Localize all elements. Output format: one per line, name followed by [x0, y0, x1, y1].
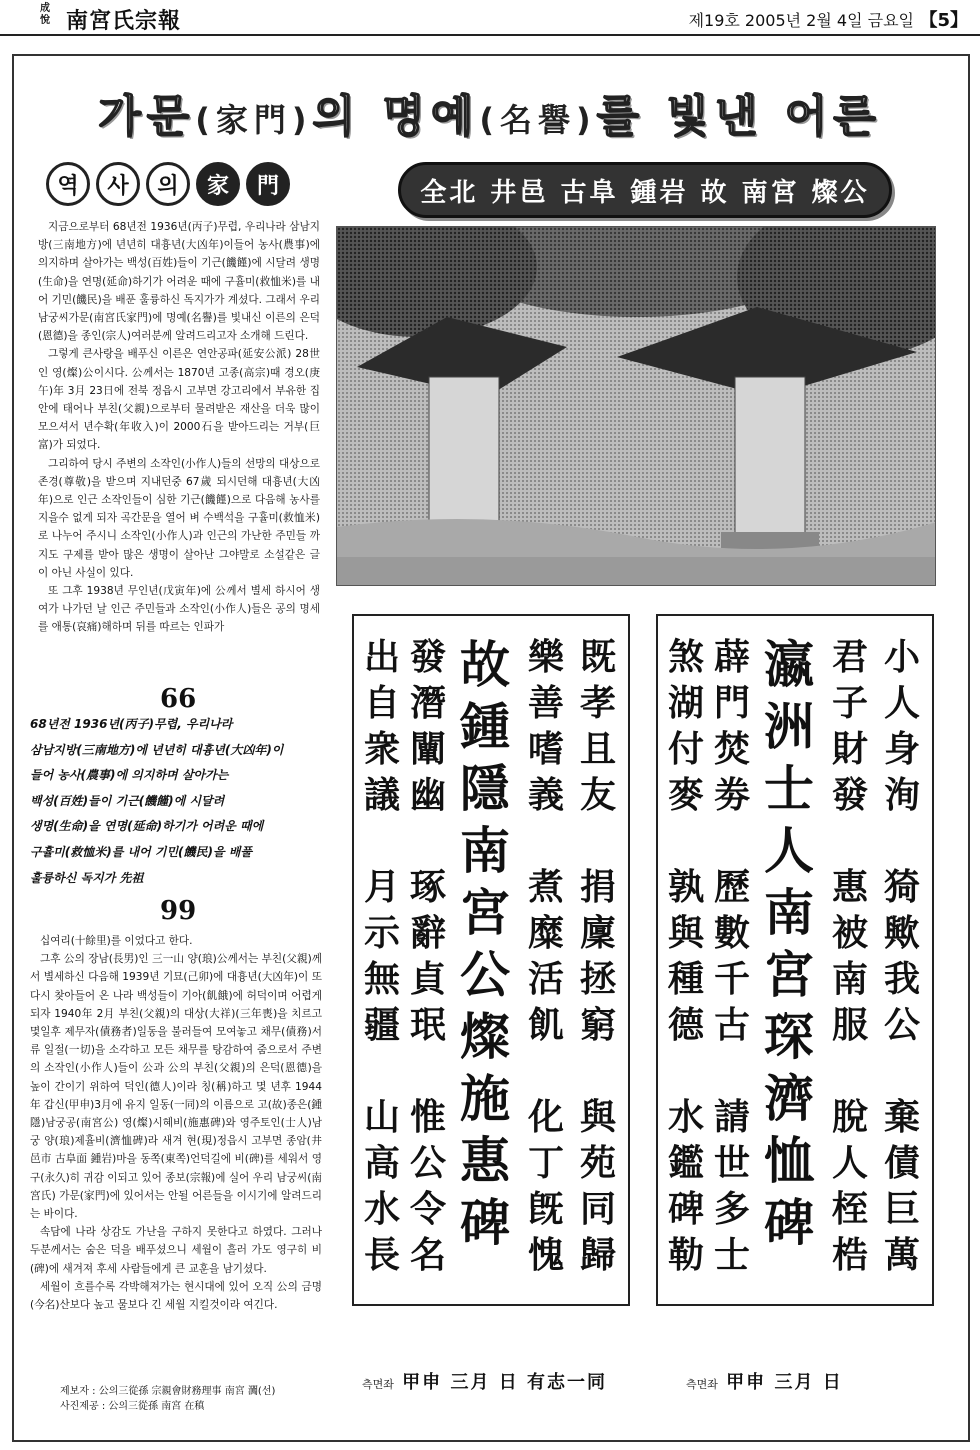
- pull-quote-line: 구휼미(救恤米)를 내어 기민(饑民)을 배풀: [30, 844, 252, 859]
- caption-text: 甲申 三月 日: [726, 1372, 843, 1393]
- quote-close-mark: 99: [160, 896, 197, 926]
- stele-character: 苑: [579, 1142, 616, 1184]
- stele-character: 捐: [579, 866, 616, 908]
- stele-character: 湖: [667, 682, 704, 724]
- stele-character: 與: [579, 1096, 616, 1138]
- stele-character: 宮: [764, 945, 814, 1004]
- stele-character: 公: [883, 1004, 920, 1046]
- headline-part: 의 명예: [312, 91, 480, 142]
- stele-character: 闡: [409, 728, 446, 770]
- headline-part: 를 빛낸 어른: [596, 91, 882, 142]
- stele-character: 南: [831, 958, 868, 1000]
- photo-credit: 사진제공 : 公의三從孫 南宮 在稹: [60, 1401, 205, 1412]
- stele-column: [520, 634, 572, 1278]
- stele-character: 洲: [764, 697, 814, 756]
- stele-character: 旣: [527, 1188, 564, 1230]
- stele-character: 令: [409, 1188, 446, 1230]
- stele-character: 人: [883, 682, 920, 724]
- banner-text: 全北 井邑 古阜 鍾岩 故 南宮 燦公: [420, 177, 870, 208]
- stele-column: [824, 634, 876, 1278]
- stele-character: 貞: [409, 958, 446, 1000]
- pull-quote-line: 훌륭하신 독지가 先祖: [30, 870, 144, 885]
- stele-character: 水: [363, 1188, 400, 1230]
- stele-character: 幽: [409, 774, 446, 816]
- stele-character: 鑑: [667, 1142, 704, 1184]
- stele-column: [660, 634, 712, 1278]
- stele-character: 南: [764, 883, 814, 942]
- stele-character: 愧: [527, 1234, 564, 1276]
- stele-character: 數: [713, 912, 750, 954]
- stele-column: [450, 634, 520, 1254]
- badge: 家: [196, 162, 240, 206]
- stele-character: 瀛: [764, 635, 814, 694]
- stele-character: 人: [831, 1142, 868, 1184]
- stele-right-caption: [686, 1368, 843, 1394]
- pull-quote-line: 백성(百姓)들이 기근(饑饉)에 시달려: [30, 793, 225, 808]
- stele-character: 付: [667, 728, 704, 770]
- stele-character: 同: [579, 1188, 616, 1230]
- stele-character: 萬: [883, 1234, 920, 1276]
- stele-character: 桎: [831, 1188, 868, 1230]
- caption-label: 측면좌: [686, 1378, 718, 1391]
- body-paragraph: 또 그후 1938년 무인년(戊寅年)에 公께서 별세 하시어 생여가 나가던 날 인근 주민들과 소작인(小作人)들은 공의 명세를 애통(哀痛)해하며 뒤를 따르는 인파가: [38, 585, 320, 634]
- stele-column: [876, 634, 928, 1278]
- stele-character: 勒: [667, 1234, 704, 1276]
- stele-character: 珉: [409, 1004, 446, 1046]
- stele-character: 恤: [764, 1131, 814, 1190]
- pull-quote-line: 생명(生命)을 연명(延命)하기가 어려운 때에: [30, 819, 264, 834]
- stele-character: 服: [831, 1004, 868, 1046]
- stele-character: 發: [409, 636, 446, 678]
- stele-character: 小: [883, 636, 920, 678]
- stele-character: 世: [713, 1142, 750, 1184]
- stele-character: 棄: [883, 1096, 920, 1138]
- pull-quote: [30, 712, 322, 891]
- quote-open-mark: 66: [160, 684, 197, 714]
- stele-character: 碑: [667, 1188, 704, 1230]
- badge: 역: [46, 162, 90, 206]
- stele-character: 歸: [579, 1234, 616, 1276]
- stele-character: 君: [831, 636, 868, 678]
- stele-character: 猗: [883, 866, 920, 908]
- masthead: [0, 0, 980, 36]
- stele-character: 債: [883, 1142, 920, 1184]
- stele-character: 請: [713, 1096, 750, 1138]
- stele-character: 焚: [713, 728, 750, 770]
- stele-character: 巨: [883, 1188, 920, 1230]
- stele-character: 無: [363, 958, 400, 1000]
- stele-character: 嗜: [527, 728, 564, 770]
- stele-character: 種: [667, 958, 704, 1000]
- stele-character: 隱: [460, 759, 510, 818]
- stele-character: 惠: [460, 1131, 510, 1190]
- stele-character: 燦: [460, 1007, 510, 1066]
- stele-character: 鍾: [460, 697, 510, 756]
- pull-quote-line: 68년전 1936년(丙子)무렵, 우리나라: [30, 717, 233, 731]
- stele-column: [706, 634, 758, 1278]
- body-paragraph: 속담에 나라 상감도 가난을 구하지 못한다고 하였다. 그러나 두분께서는 숨은 덕을 배푸셨으니 세월이 흘러 가도 영구히 비(碑)에 새겨져 후세 사람들에게 큰 교훈을 남기셨다.: [30, 1226, 322, 1275]
- stele-character: 議: [363, 774, 400, 816]
- stele-character: 孝: [579, 682, 616, 724]
- stele-character: 樂: [527, 636, 564, 678]
- stele-character: 辭: [409, 912, 446, 954]
- pull-quote-line: 삼남지방(三南地方)에 년년히 대흉년(大凶年)이: [30, 742, 284, 757]
- stele-character: 水: [667, 1096, 704, 1138]
- stele-character: 琢: [409, 866, 446, 908]
- stele-character: 歟: [883, 912, 920, 954]
- stele-character: 糜: [527, 912, 564, 954]
- headline-part: (家門): [195, 101, 313, 139]
- stele-character: 惟: [409, 1096, 446, 1138]
- stele-character: 南: [460, 821, 510, 880]
- article-body-bottom: [30, 932, 322, 1314]
- stele-character: 薜: [713, 636, 750, 678]
- page-number: 【5】: [919, 10, 968, 31]
- stele-character: 我: [883, 958, 920, 1000]
- stele-character: 拯: [579, 958, 616, 1000]
- caption-text: 甲申 三月 日 有志一同: [402, 1372, 607, 1393]
- reporter-credit: 제보자 : 公의三從孫 宗親會財務理事 南宮 㶒(선): [60, 1386, 276, 1397]
- badge: 사: [96, 162, 140, 206]
- stele-character: 示: [363, 912, 400, 954]
- stele-photo: [336, 226, 936, 586]
- stele-character: 士: [764, 759, 814, 818]
- stele-character: 多: [713, 1188, 750, 1230]
- stele-character: 洵: [883, 774, 920, 816]
- stele-character: 施: [460, 1069, 510, 1128]
- stele-character: 活: [527, 958, 564, 1000]
- stele-character: 人: [764, 821, 814, 880]
- stele-character: 公: [460, 945, 510, 1004]
- section-badges: [46, 162, 290, 210]
- stele-character: 門: [713, 682, 750, 724]
- stele-character: 山: [363, 1096, 400, 1138]
- stele-character: 丁: [527, 1142, 564, 1184]
- stele-character: 月: [363, 866, 400, 908]
- stele-character: 德: [667, 1004, 704, 1046]
- title-banner: [398, 162, 892, 218]
- stele-character: 琛: [764, 1007, 814, 1066]
- masthead-seal: 成悅: [40, 3, 50, 26]
- pull-quote-line: 들어 농사(農事)에 의지하며 살아가는: [30, 768, 229, 783]
- stele-character: 飢: [527, 1004, 564, 1046]
- stele-character: 化: [527, 1096, 564, 1138]
- stele-character: 古: [713, 1004, 750, 1046]
- stele-left-caption: [362, 1368, 607, 1394]
- credits: [60, 1384, 340, 1414]
- stele-column: [572, 634, 624, 1278]
- stele-character: 宮: [460, 883, 510, 942]
- stele-character: 故: [460, 635, 510, 694]
- newspaper-title: 南宮氏宗報: [66, 8, 182, 34]
- badge: 의: [146, 162, 190, 206]
- body-paragraph: 십여리(十餘里)를 이었다고 한다.: [40, 935, 193, 947]
- body-paragraph: 지금으로부터 68년전 1936년(丙子)무렵, 우리나라 삼남지방(三南地方)에 년년히 대흉년(大凶年)이들어 농사(農事)에 의지하며 살아가는 백성(百姓)들이 기근(饑饉)에 시달려 생명(生命)을 연명(延命)하기가 어려운 때에 구휼미(救恤米)를 내어 기민(饑民)을 배푼 훌륭하신 독지가가 계셨다. 그래서 우리 남궁씨가문(南宮氏家門)에 명예(名譽)를 빛내신 이른의 은덕(恩德)을 종인(宗人)여러분께 알려드리고자 소개해 드린다.: [38, 221, 320, 343]
- body-paragraph: 그렇게 큰사랑을 배푸신 이른은 연안공파(延安公派) 28世인 영(燦)公이시다. 公께서는 1870년 고종(高宗)때 경오(庚午)年 3月 23日에 전북 정읍시 고부면 강고리에서 부유한 집안에 태어나 부친(父親)으로부터 물려받은 재산을 더욱 많이 모으셔서 년수확(年收入)이 2000石을 받아드리는 거부(巨富)가 되었다.: [38, 348, 320, 452]
- stele-character: 自: [363, 682, 400, 724]
- stele-character: 麥: [667, 774, 704, 816]
- stele-character: 煮: [527, 866, 564, 908]
- stele-column: [754, 634, 824, 1254]
- stele-character: 長: [363, 1234, 400, 1276]
- stele-character: 窮: [579, 1004, 616, 1046]
- headline-part: 가문: [98, 91, 196, 142]
- stele-character: 義: [527, 774, 564, 816]
- issue-date: 제19호 2005년 2월 4일 금요일: [688, 11, 914, 30]
- caption-label: 측면좌: [362, 1378, 394, 1391]
- stele-character: 友: [579, 774, 616, 816]
- stele-character: 發: [831, 774, 868, 816]
- stele-character: 衆: [363, 728, 400, 770]
- stele-inscription-left: [352, 614, 630, 1306]
- stele-character: 梏: [831, 1234, 868, 1276]
- stele-character: 碑: [460, 1193, 510, 1252]
- stele-character: 名: [409, 1234, 446, 1276]
- stele-character: 公: [409, 1142, 446, 1184]
- badge: 門: [246, 162, 290, 206]
- body-paragraph: 그후 公의 장남(長男)인 三一山 양(琅)公께서는 부친(父親)께서 별세하신 다음해 1939년 기묘(己卯)에 대흉년(大凶年)이 또다시 찾아들어 온 나라 백성들이 기아(飢餓)에 허덕이며 어렵게 되자 1940年 2月 부친(父親)의 대상(大祥)(三年喪)을 치르고 몇일후 제무자(債務者)일동을 불러들여 모여놓고 채무(債務)서류 일절(一切)을 소각하고 모든 채무를 탕감하여 줌으로서 주변의 소작인(小作人)들이 公과 公의 부친(父親)의 은덕(恩德)을 높이 간이기 위하여 덕인(德人)이라 칭(稱)하고 몇 년후 1944年 갑신(甲申)3月에 유지 일동(一同)의 이름으로 고(故)종은(鍾隱)남궁공(南宮公) 영(燦)시혜비(施惠碑)와 영주토인(士人)남궁 양(琅)제휼비(濟恤碑)라 새겨 현(現)정읍시 고부면 종암(井邑市 古阜面 鍾岩)마을 동쪽(東쪽)언덕길에 비(碑)를 세워서 영구(永久)히 귀감 이되고 있어 종보(宗報)에 실어 우리 남궁씨(南宮氏) 가문(家門)에 있어서는 안될 어른들을 이시기에 알려드리는 바이다.: [30, 953, 322, 1221]
- stele-column: [402, 634, 454, 1278]
- stele-character: 濟: [764, 1069, 814, 1128]
- stele-character: 子: [831, 682, 868, 724]
- stele-character: 高: [363, 1142, 400, 1184]
- stele-character: 碑: [764, 1193, 814, 1252]
- stele-character: 惠: [831, 866, 868, 908]
- stele-character: 廩: [579, 912, 616, 954]
- stele-character: 劵: [713, 774, 750, 816]
- headline: [30, 80, 950, 142]
- body-paragraph: 그리하여 당시 주변의 소작인(小作人)들의 선망의 대상으로 존경(尊敬)을 받으며 지내던중 67歲 되시던해 대흉년(大凶年)으로 인근 소작인들이 심한 기근(饑饉)으로 다음해 농사를 지을수 없게 되자 곡간문을 열어 벼 수백석을 구휼미(救恤米)로 나누어 주시니 소작인(小作人)과 인근의 가난한 주민들 까지도 구제를 받아 많은 생명이 살아난 그야말로 소설같은 글이 아닌 사실이 있다.: [38, 457, 320, 579]
- stele-character: 出: [363, 636, 400, 678]
- body-paragraph: 세월이 흐를수록 각박해져가는 현시대에 있어 오직 公의 금명(今名)산보다 높고 물보다 긴 세월 지킬것이라 여긴다.: [30, 1280, 322, 1312]
- stele-character: 千: [713, 958, 750, 1000]
- stele-character: 煞: [667, 636, 704, 678]
- stele-character: 潛: [409, 682, 446, 724]
- headline-part: (名譽): [479, 101, 597, 139]
- stele-column: [356, 634, 408, 1278]
- article-body-top: [38, 218, 320, 637]
- stele-inscription-right: [656, 614, 934, 1306]
- stele-character: 歷: [713, 866, 750, 908]
- stele-character: 士: [713, 1234, 750, 1276]
- stele-character: 與: [667, 912, 704, 954]
- stele-character: 脫: [831, 1096, 868, 1138]
- stele-character: 疆: [363, 1004, 400, 1046]
- stele-character: 孰: [667, 866, 704, 908]
- stele-photo-image: [337, 227, 936, 586]
- stele-character: 被: [831, 912, 868, 954]
- stele-character: 身: [883, 728, 920, 770]
- stele-character: 財: [831, 728, 868, 770]
- stele-character: 且: [579, 728, 616, 770]
- stele-character: 既: [579, 636, 616, 678]
- stele-character: 善: [527, 682, 564, 724]
